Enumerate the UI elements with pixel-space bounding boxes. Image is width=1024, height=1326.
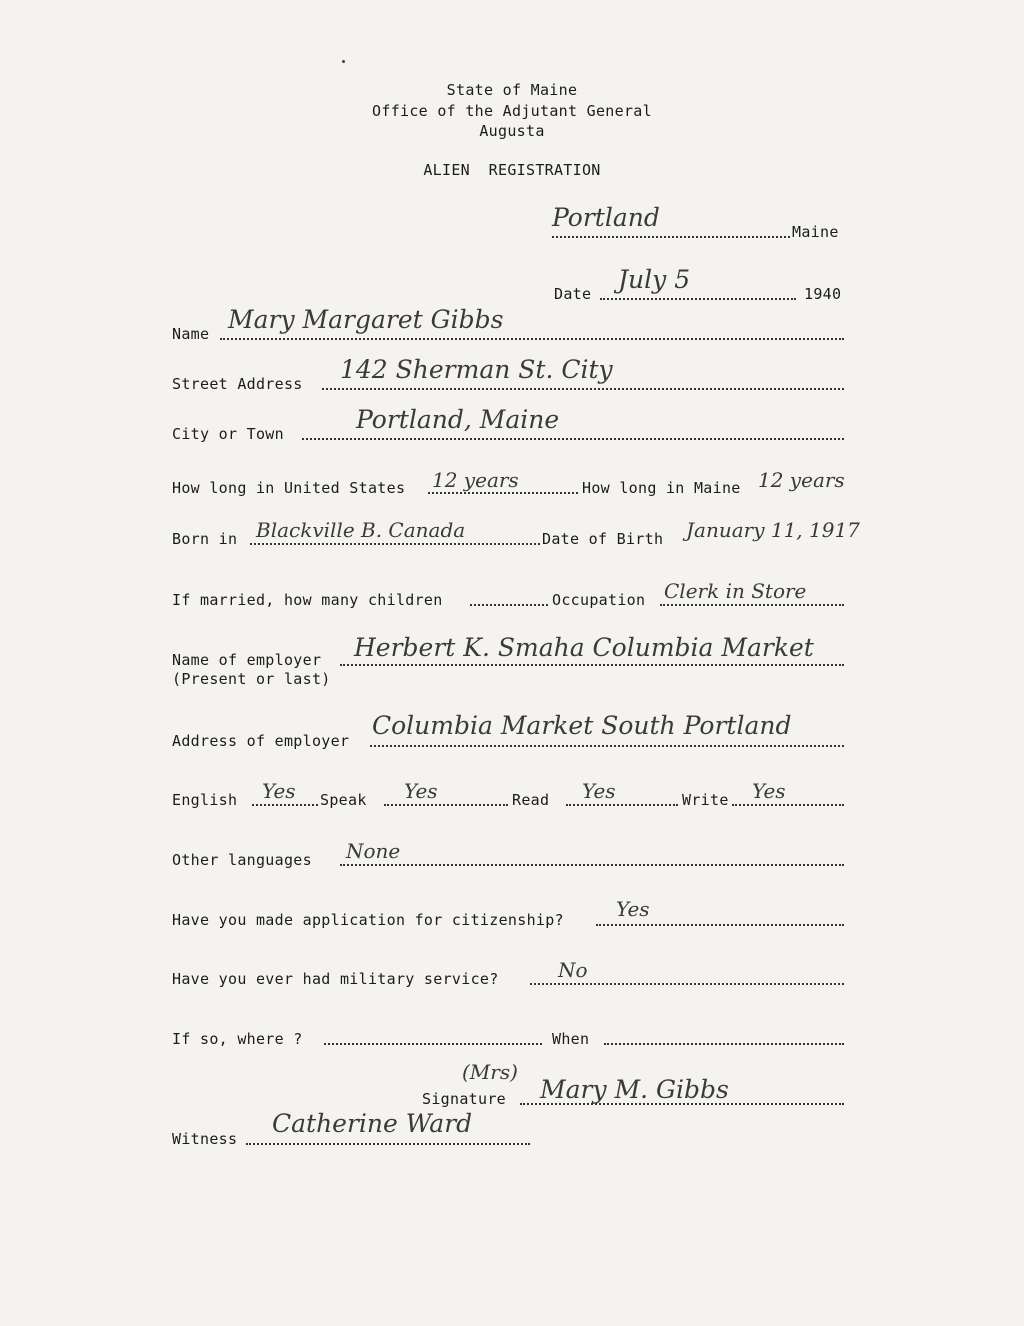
place-value: Portland [552, 203, 660, 232]
date-value: July 5 [618, 265, 691, 294]
write-label: Write [682, 791, 729, 809]
english-value: Yes [262, 779, 296, 803]
witness-dots [246, 1143, 530, 1145]
date-year: 1940 [804, 285, 842, 303]
name-dots [220, 338, 844, 340]
header-state: State of Maine [446, 81, 578, 99]
how-long-maine-value: 12 years [758, 468, 845, 492]
employer-sublabel: (Present or last) [172, 670, 331, 688]
city-value: Portland, Maine [356, 405, 560, 434]
employer-address-value: Columbia Market South Portland [372, 711, 792, 740]
header-office: Office of the Adjutant General [372, 102, 652, 120]
speak-dots [384, 804, 508, 806]
english-dots [252, 804, 318, 806]
header-city: Augusta [479, 122, 545, 140]
citizenship-value: Yes [616, 897, 650, 921]
speak-value: Yes [404, 779, 438, 803]
name-label: Name [172, 325, 210, 343]
speak-label: Speak [320, 791, 367, 809]
city-label: City or Town [172, 425, 284, 443]
read-label: Read [512, 791, 550, 809]
born-dots [250, 543, 540, 545]
other-languages-label: Other languages [172, 851, 312, 869]
signature-prefix: (Mrs) [462, 1060, 518, 1084]
date-dots [600, 298, 796, 300]
employer-address-dots [370, 745, 844, 747]
city-dots [302, 438, 844, 440]
children-dots [470, 604, 548, 606]
witness-value: Catherine Ward [272, 1109, 473, 1138]
street-dots [322, 388, 844, 390]
other-languages-value: None [346, 839, 401, 863]
occupation-dots [660, 604, 844, 606]
military-value: No [558, 958, 588, 982]
citizenship-label: Have you made application for citizenship? [172, 911, 564, 929]
dob-label: Date of Birth [542, 530, 664, 548]
when-dots [604, 1043, 844, 1045]
occupation-value: Clerk in Store [664, 579, 807, 603]
read-value: Yes [582, 779, 616, 803]
write-dots [732, 804, 844, 806]
occupation-label: Occupation [552, 591, 646, 609]
military-label: Have you ever had military service? [172, 970, 499, 988]
dob-value: January 11, 1917 [686, 518, 860, 542]
street-label: Street Address [172, 375, 303, 393]
read-dots [566, 804, 678, 806]
born-label: Born in [172, 530, 238, 548]
born-value: Blackville B. Canada [256, 518, 466, 542]
stray-mark [342, 60, 345, 63]
citizenship-dots [596, 924, 844, 926]
where-dots [324, 1043, 542, 1045]
witness-label: Witness [172, 1130, 238, 1148]
place-dots [552, 236, 790, 238]
employer-value: Herbert K. Smaha Columbia Market [354, 633, 814, 662]
how-long-us-dots [428, 492, 578, 494]
how-long-maine-label: How long in Maine [582, 479, 741, 497]
how-long-us-value: 12 years [432, 468, 519, 492]
write-value: Yes [752, 779, 786, 803]
military-dots [530, 983, 844, 985]
signature-dots [520, 1103, 844, 1105]
where-label: If so, where ? [172, 1030, 303, 1048]
signature-value: Mary M. Gibbs [540, 1075, 729, 1104]
signature-label: Signature [422, 1090, 506, 1108]
date-label: Date [554, 285, 592, 303]
street-value: 142 Sherman St. City [340, 355, 613, 384]
english-label: English [172, 791, 238, 809]
how-long-us-label: How long in United States [172, 479, 406, 497]
employer-address-label: Address of employer [172, 732, 350, 750]
when-label: When [552, 1030, 590, 1048]
other-languages-dots [340, 864, 844, 866]
employer-label: Name of employer [172, 651, 322, 669]
name-value: Mary Margaret Gibbs [228, 305, 504, 334]
children-label: If married, how many children [172, 591, 443, 609]
employer-dots [340, 664, 844, 666]
place-state: Maine [792, 223, 839, 241]
form-title: ALIEN REGISTRATION [423, 161, 601, 179]
